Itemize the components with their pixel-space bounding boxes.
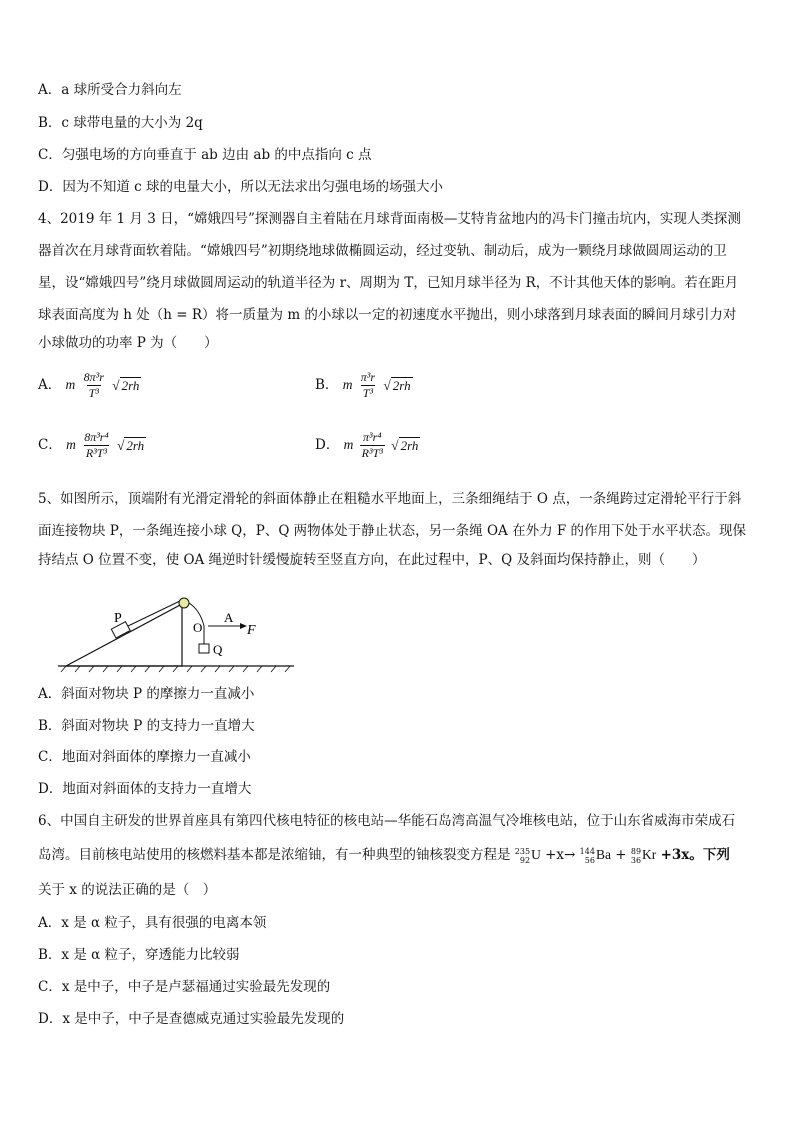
krypton-symbol: Kr (642, 847, 657, 862)
q5-option-a: A．斜面对物块 P 的摩擦力一直减小 (38, 686, 255, 702)
denominator: R³T³ (361, 446, 383, 460)
label-o: O (193, 620, 203, 635)
radicand: 2rh (121, 377, 140, 393)
numerator: 8π³r (83, 370, 104, 384)
label-q: Q (213, 642, 223, 657)
q4-stem-line4: 球表面高度为 h 处（h = R）将一质量为 m 的小球以一定的初速度水平抛出，则小球落到月球表面的瞬间月球引力对 (38, 307, 737, 323)
q6-stem-line2 (38, 845, 730, 865)
q5-option-d: D．地面对斜面体的支持力一直增大 (38, 781, 252, 797)
denominator: T³ (362, 386, 374, 400)
equation-intro: 岛湾。目前核电站使用的核燃料基本都是浓缩铀，有一种典型的铀核裂变方程是 (38, 847, 511, 863)
arrow-f-icon (240, 623, 247, 629)
option-label: A． (38, 377, 62, 393)
q4-stem-line2: 器首次在月球背面软着陆。“嫦娥四号”初期绕地球做椭圆运动，经过变轨、制动后，成为一颗绕月球做圆周运动的卫 (38, 243, 727, 259)
q4-stem-line1: 4、2019 年 1 月 3 日，“嫦娥四号”探测器自主着陆在月球背面南极—艾特肯盆地内的冯卡门撞击坑内，实现人类探测 (38, 211, 741, 227)
mass-number: 144 (579, 846, 595, 856)
q5-stem-line2: 面连接物块 P，一条绳连接小球 Q，P、Q 两物体处于静止状态，另一条绳 OA 在外力 F 的作用下处于水平状态。现保 (38, 523, 747, 539)
q3-option-d: D．因为不知道 c 球的电量大小，所以无法求出匀强电场的场强大小 (38, 179, 443, 195)
square-root: √ 2rh (112, 377, 140, 393)
atomic-number: 36 (630, 855, 642, 865)
rope-to-p (128, 600, 182, 626)
atomic-number: 92 (519, 855, 531, 865)
mass-symbol: m (343, 437, 354, 452)
mass-symbol: m (65, 377, 76, 392)
mass-number: 89 (630, 846, 642, 856)
q5-option-b: B．斜面对物块 P 的支持力一直增大 (38, 718, 255, 734)
denominator: R³T³ (85, 446, 108, 460)
q4-option-c (38, 430, 146, 461)
q6-stem-line3: 关于 x 的说法正确的是（ ） (38, 882, 217, 898)
ground-hatching (61, 666, 290, 672)
q5-option-c: C．地面对斜面体的摩擦力一直减小 (38, 749, 251, 765)
q6-option-d: D．x 是中子，中子是查德威克通过实验最先发现的 (38, 1011, 345, 1027)
q6-option-a: A．x 是 α 粒子，具有很强的电离本领 (38, 915, 267, 931)
q3-option-c: C．匀强电场的方向垂直于 ab 边由 ab 的中点指向 c 点 (38, 147, 372, 163)
q4-option-d (315, 430, 420, 461)
mass-symbol: m (66, 437, 76, 452)
q6-option-b: B．x 是 α 粒子，穿透能力比较弱 (38, 947, 240, 963)
numerator: π³r⁴ (363, 430, 382, 444)
barium-symbol: Ba (595, 847, 611, 862)
q6-option-c: C．x 是中子，中子是卢瑟福通过实验最先发现的 (38, 979, 331, 995)
q5-stem-line1: 5、如图所示，顶端附有光滑定滑轮的斜面体静止在粗糙水平地面上，三条细绳结于 O 点，一条绳跨过定滑轮平行于斜 (38, 491, 742, 507)
square-root: √ 2rh (391, 437, 419, 453)
q3-option-a: A．a 球所受合力斜向左 (38, 82, 182, 98)
barium-indices (580, 847, 595, 865)
option-label: C． (38, 437, 62, 453)
uranium-symbol: U (531, 847, 541, 862)
q3-option-b: B．c 球带电量的大小为 2q (38, 115, 203, 131)
denominator: T³ (88, 386, 99, 400)
fraction (82, 430, 110, 461)
radicand: 2rh (400, 437, 419, 453)
radicand: 2rh (392, 377, 411, 393)
square-root: √ 2rh (383, 377, 411, 393)
label-p: P (114, 611, 122, 626)
q4-option-a (38, 370, 141, 401)
numerator: 8π³r⁴ (84, 430, 109, 444)
fraction (82, 370, 106, 401)
label-f: F (247, 623, 256, 638)
fraction (359, 370, 377, 401)
radicand: 2rh (126, 437, 145, 453)
fraction (360, 430, 385, 461)
ball-q (199, 644, 209, 653)
krypton-indices (631, 847, 641, 865)
reactant-x: +x→ (545, 847, 576, 863)
atomic-number: 56 (584, 855, 595, 865)
plus-sign: + (615, 847, 627, 863)
q5-stem-line3: 持结点 O 位置不变，使 OA 绳逆时针缓慢旋转至竖直方向，在此过程中，P、Q 及斜面均保持静止，则（ ） (38, 552, 706, 568)
label-a: A (224, 610, 234, 625)
q4-stem-line3: 星，设“嫦娥四号”绕月球做圆周运动的轨道半径为 r、周期为 T，已知月球半径为 R，不计其他天体的影响。若在距月 (38, 275, 739, 291)
q4-stem-line5: 小球做功的功率 P 为（ ） (38, 335, 218, 351)
mass-symbol: m (342, 377, 353, 392)
equation-tail: +3x。下列 (660, 847, 730, 863)
q4-option-b (315, 370, 413, 401)
square-root: √ 2rh (116, 437, 145, 453)
numerator: π³r (360, 370, 376, 384)
q6-stem-line1: 6、中国自主研发的世界首座具有第四代核电特征的核电站—华能石岛湾高温气冷堆核电站，位于山东省威海市荣成石 (38, 813, 736, 829)
mass-number: 235 (514, 846, 531, 856)
option-label: B． (315, 377, 339, 393)
incline-pulley-diagram (58, 592, 298, 676)
pulley-icon (179, 598, 189, 608)
option-label: D． (315, 437, 340, 453)
uranium-indices (515, 847, 530, 865)
incline-block (66, 604, 182, 666)
